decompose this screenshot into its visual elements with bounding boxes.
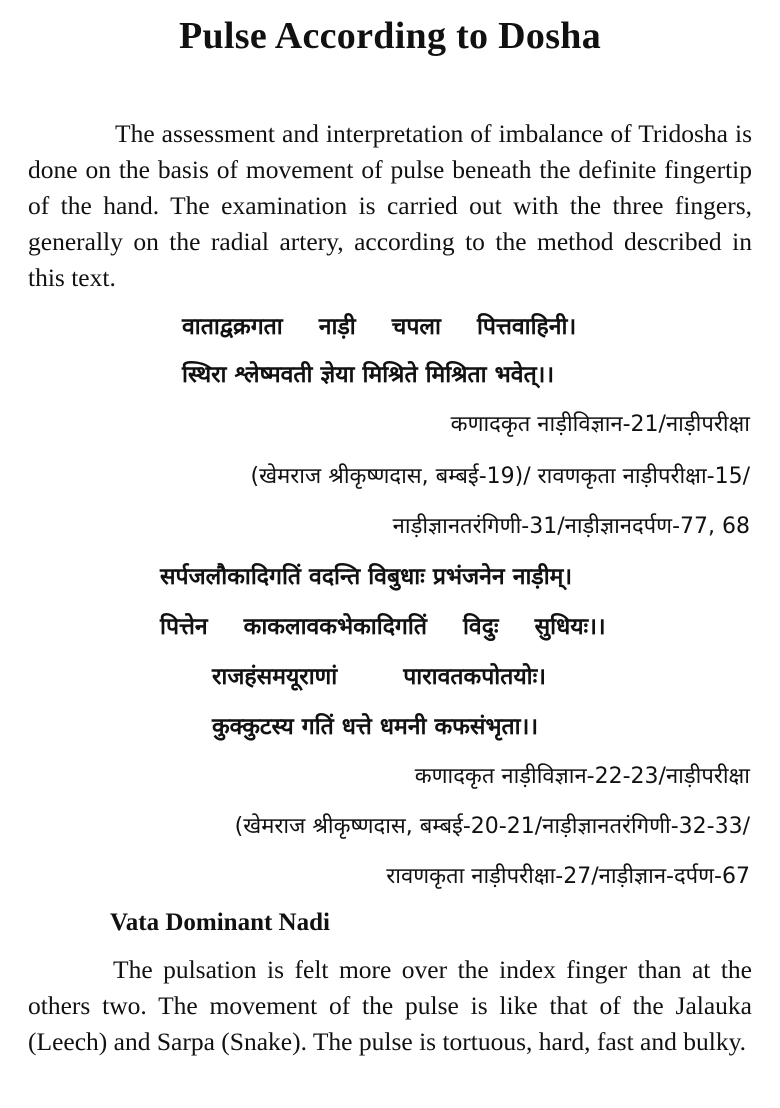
page-title: Pulse According to Dosha (178, 15, 602, 57)
verse2-line1: सर्पजलौकादिगतिं वदन्ति विबुधाः प्रभंजनेन नाड़ीम्। (160, 564, 573, 590)
intro-paragraph: The assessment and interpretation of imbalance of Tridosha is done on the basis of movement of pulse beneath the definite fingertip of the hand. The examination is carried out with the three fingers, generally on the radial artery, according to the method described in this text. (28, 119, 752, 292)
reference1-line2: (खेमराज श्रीकृष्णदास, बम्बई-19)/ रावणकृता नाड़ीपरीक्षा-15/ (250, 464, 750, 489)
section-heading: Vata Dominant Nadi (110, 909, 330, 936)
vata-paragraph: The pulsation is felt more over the index finger than at the others two. The movement of the pulse is like that of the Jalauka (Leech) and Sarpa (Snake). The pulse is tortuous, hard, fast and bulky. (28, 955, 752, 1056)
reference2-line1: कणादकृत नाड़ीविज्ञान-22-23/नाड़ीपरीक्षा (414, 764, 750, 789)
reference2-line2: (खेमराज श्रीकृष्णदास, बम्बई-20-21/नाड़ीज्ञानतरंगिणी-32-33/ (234, 814, 750, 839)
verse2-line4: कुक्कुटस्य गतिं धत्ते धमनी कफसंभृता।। (212, 714, 539, 740)
verse2-line2: पित्तेन काकलावकभेकादिगतिं विदुः सुधियः।। (160, 614, 606, 640)
reference2-line3: रावणकृता नाड़ीपरीक्षा-27/नाड़ीज्ञान-दर्पण-67 (386, 864, 750, 889)
verse2-line3: राजहंसमयूराणां पारावतकपोतयोः। (212, 664, 546, 690)
verse1-line2: स्थिरा श्लेष्मवती ज्ञेया मिश्रिते मिश्रिता भवेत्।। (182, 362, 555, 388)
reference1-line3: नाड़ीज्ञानतरंगिणी-31/नाड़ीज्ञानदर्पण-77, 68 (392, 514, 750, 539)
verse1-line1: वाताद्वक्रगता नाड़ी चपला पित्तवाहिनी। (182, 314, 577, 340)
reference1-line1: कणादकृत नाड़ीविज्ञान-21/नाड़ीपरीक्षा (450, 412, 750, 437)
